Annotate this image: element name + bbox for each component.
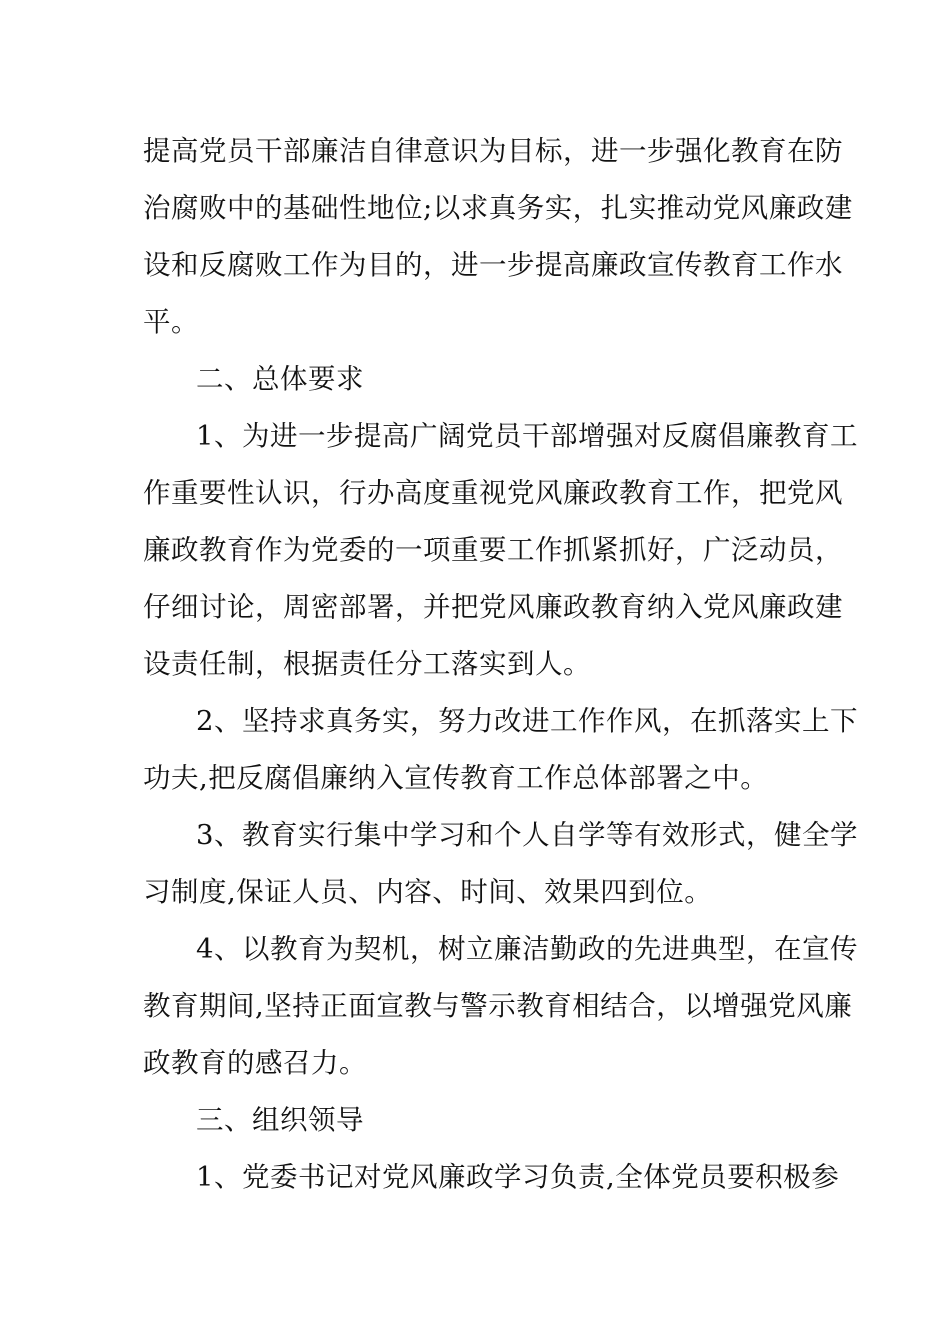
text-line: 平。 (143, 306, 199, 338)
text-line: 教育期间,坚持正面宣教与警示教育相结合，以增强党风廉 (143, 990, 853, 1022)
text-line: 廉政教育作为党委的一项重要工作抓紧抓好，广泛动员， (143, 534, 843, 566)
text-line: 1、党委书记对党风廉政学习负责,全体党员要积极参 (196, 1161, 840, 1193)
section-heading: 二、总体要求 (196, 363, 364, 395)
text-line: 治腐败中的基础性地位;以求真务实，扎实推动党风廉政建 (143, 192, 853, 224)
text-line: 设和反腐败工作为目的，进一步提高廉政宣传教育工作水 (143, 249, 843, 281)
text-line: 1、为进一步提高广阔党员干部增强对反腐倡廉教育工 (196, 420, 858, 452)
text-line: 设责任制，根据责任分工落实到人。 (143, 648, 591, 680)
text-line: 3、教育实行集中学习和个人自学等有效形式，健全学 (196, 819, 858, 851)
document-body (143, 123, 858, 1206)
text-line: 2、坚持求真务实，努力改进工作作风，在抓落实上下 (196, 705, 858, 737)
text-line: 仔细讨论，周密部署，并把党风廉政教育纳入党风廉政建 (143, 591, 843, 623)
text-line: 提高党员干部廉洁自律意识为目标，进一步强化教育在防 (143, 135, 843, 167)
text-line: 习制度,保证人员、内容、时间、效果四到位。 (143, 876, 713, 908)
text-line: 作重要性认识，行办高度重视党风廉政教育工作，把党风 (143, 477, 843, 509)
section-heading: 三、组织领导 (196, 1104, 364, 1136)
text-line: 政教育的感召力。 (143, 1047, 367, 1079)
text-line: 4、以教育为契机，树立廉洁勤政的先进典型，在宣传 (196, 933, 858, 965)
text-line: 功夫,把反腐倡廉纳入宣传教育工作总体部署之中。 (143, 762, 769, 794)
